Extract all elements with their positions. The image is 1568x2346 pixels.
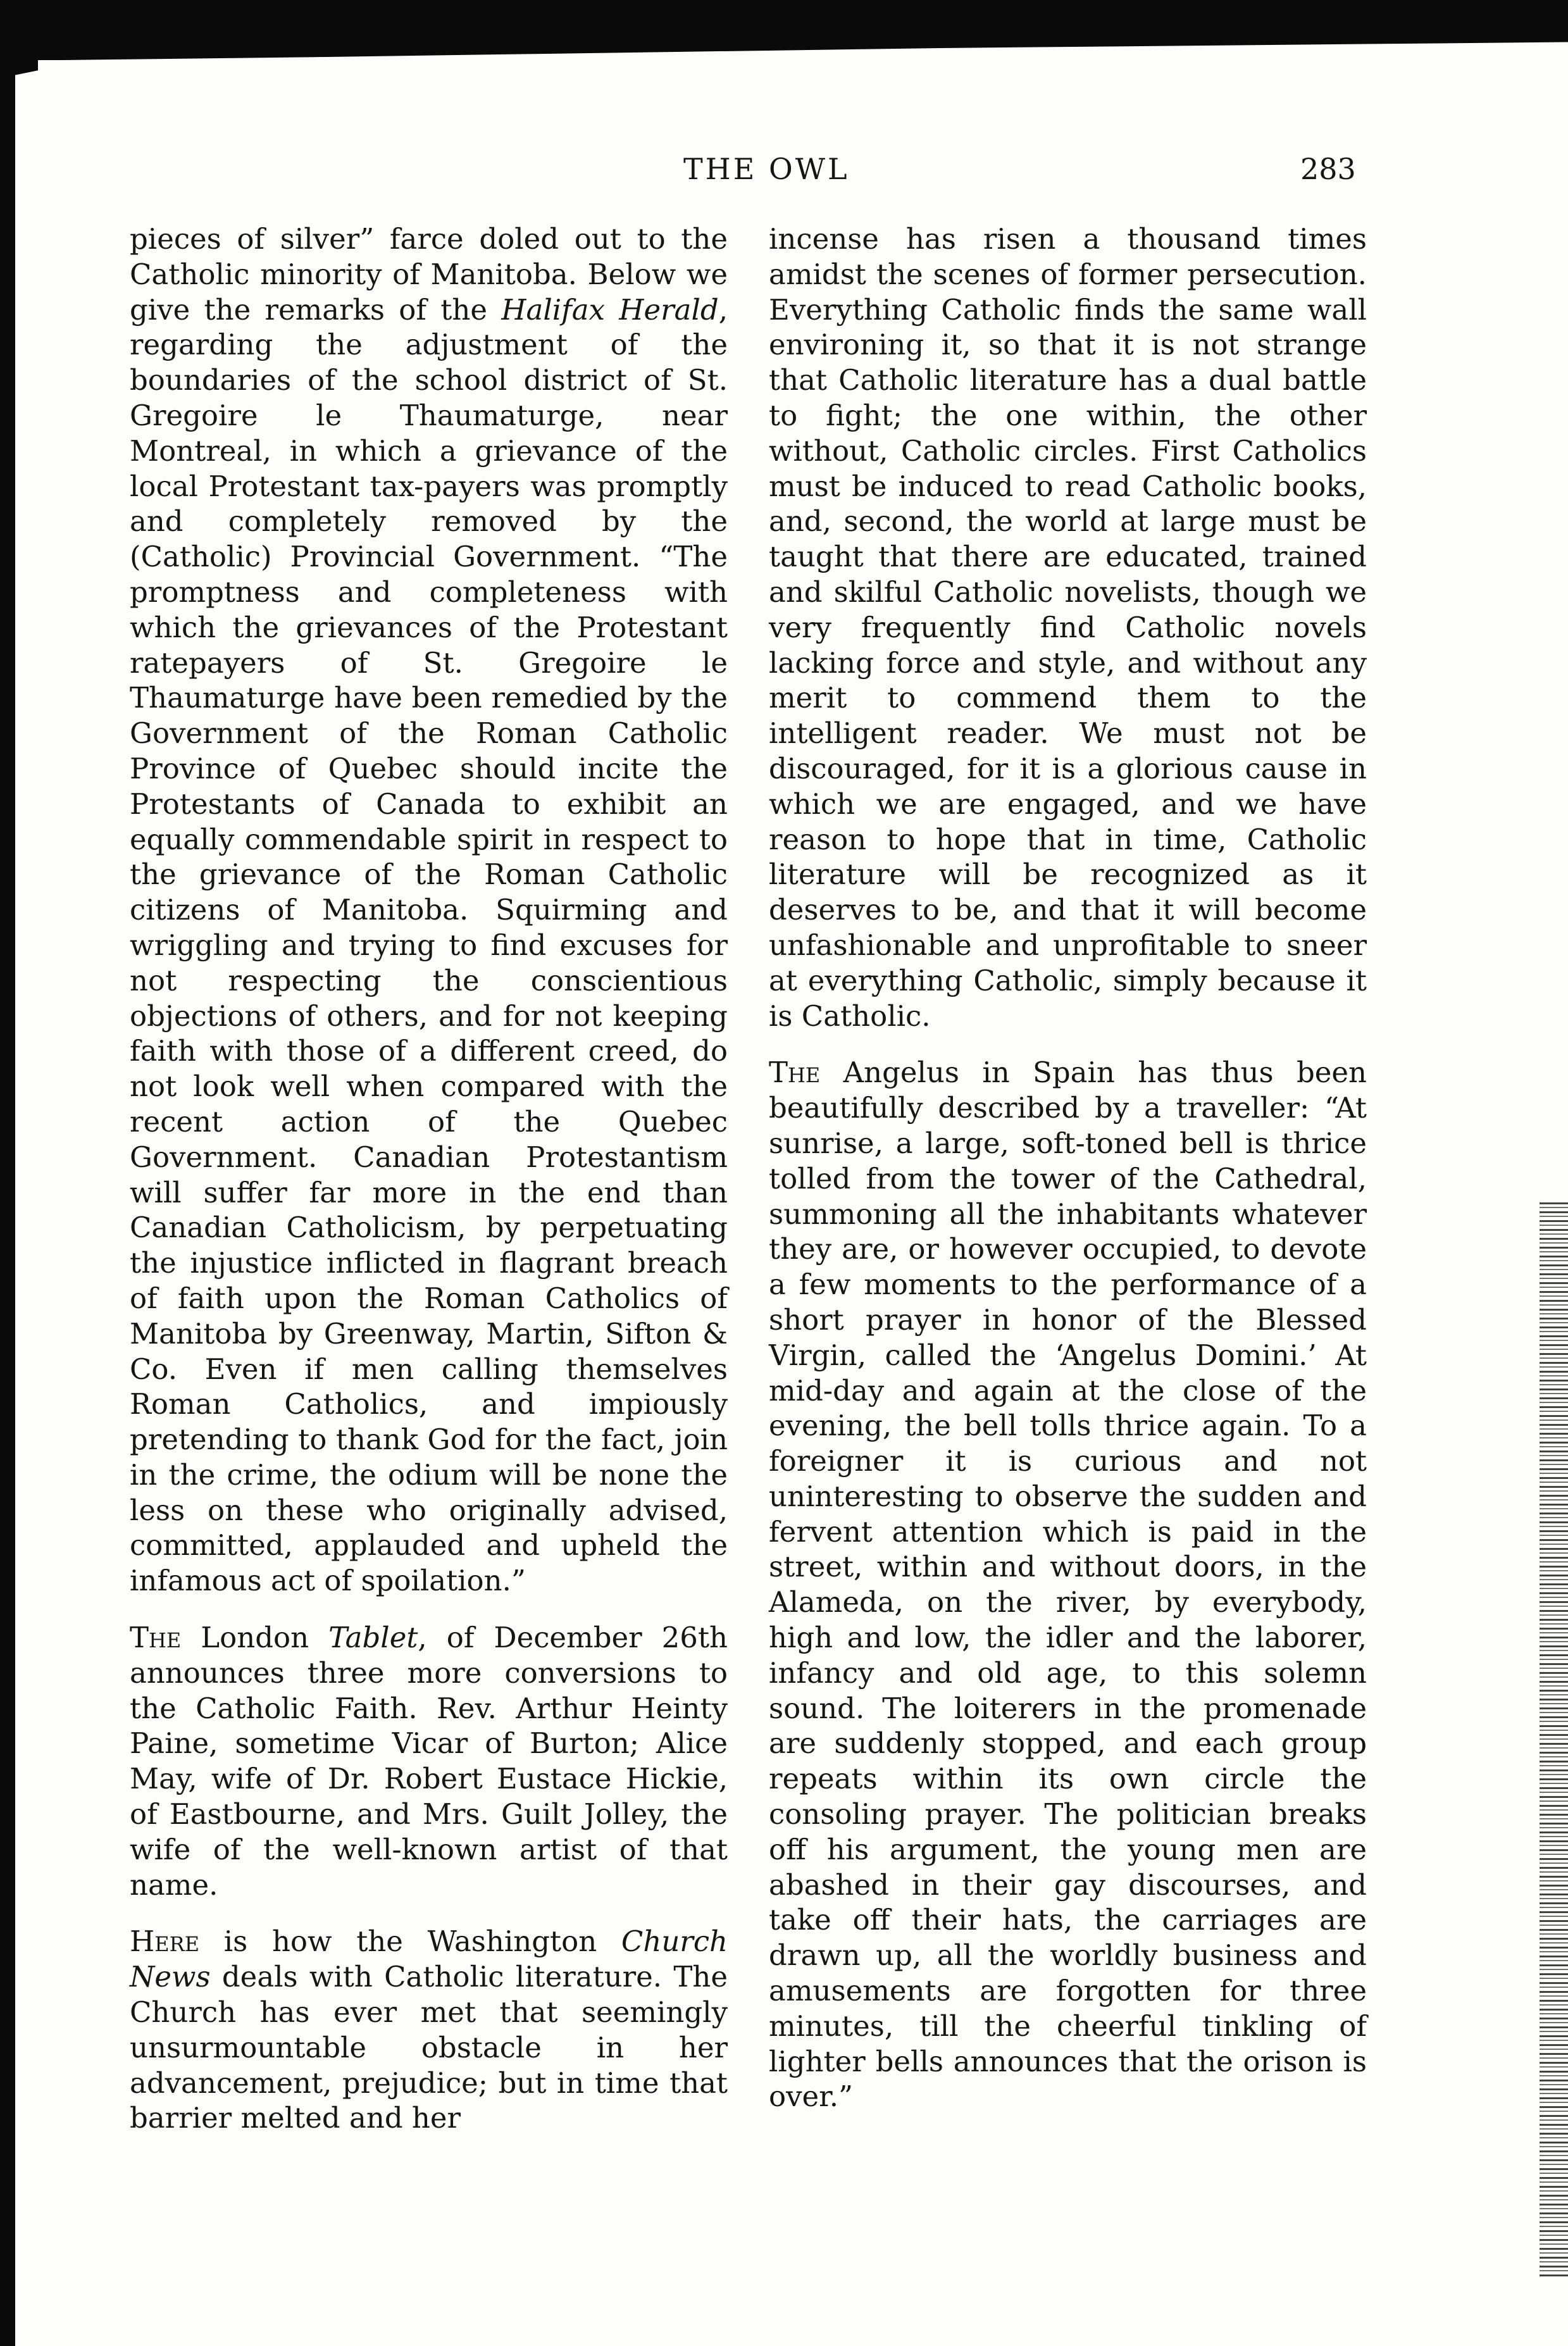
scan-edge-top bbox=[0, 0, 1568, 60]
scan-edge-left bbox=[0, 0, 38, 2346]
newspaper-title-tablet: Tablet bbox=[328, 1621, 418, 1655]
page-number: 283 bbox=[1300, 152, 1356, 186]
left-column bbox=[130, 221, 728, 2136]
paragraph-tablet-conversions: The London Tablet, of December 26th announces three more conversions to the Catholic Faith. Rev. Arthur Heinty Paine, sometime Vicar of Burton; Alice May, wife of Dr. Robert Eustace Hickie, of Eastbourne, and Mrs. Guilt Jolley, the wife of the well-known artist of that name. bbox=[130, 1621, 728, 1902]
scan-edge-right bbox=[1540, 1202, 1568, 2278]
paragraph-lead: The bbox=[769, 1056, 821, 1090]
paragraph-catholic-literature: incense has risen a thousand times amidst the scenes of former persecution. Everything Catholic finds the same wall environing it, so that it is not strange that Catholic literature has a dual battle to fight; the one within, the other without, Catholic circles. First Catholics must be induced to read Catholic books, and, second, the world at large must be taught that there are educated, trained and skilful Catholic novelists, though we very frequently find Catholic novels lacking force and style, and without any merit to commend them to the intelligent reader. We must not be discouraged, for it is a glorious cause in which we are engaged, and we have reason to hope that in time, Catholic literature will be recognized as it deserves to be, and that it will become unfashionable and unprofitable to sneer at everything Catholic, simply because it is Catholic. bbox=[769, 222, 1367, 1033]
paragraph-lead: The bbox=[130, 1621, 182, 1655]
running-head: THE OWL bbox=[683, 152, 850, 186]
newspaper-title-halifax-herald: Halifax Herald bbox=[501, 292, 719, 327]
paragraph-manitoba: pieces of silver” farce doled out to the Catholic minority of Manitoba. Below we give the remarks of the Halifax Herald, regarding the adjustment of the boundaries of the school district of St. Gregoire le Thaumaturge, near Montreal, in which a grievance of the local Protestant tax-payers was promptly and completely removed by the (Catholic) Provincial Government. “The promptness and completeness with which the grievances of the Protestant ratepayers of St. Gregoire le Thaumaturge have been remedied by the Government of the Roman Catholic Province of Quebec should incite the Protestants of Canada to exhibit an equally commendable spirit in respect to the grievance of the Roman Catholic citizens of Manitoba. Squirming and wriggling and trying to find excuses for not respecting the conscientious objections of others, and for not keeping faith with those of a different creed, do not look well when compared with the recent action of the Quebec Government. Canadian Protestantism will suffer far more in the end than Canadian Catholicism, by perpetuating the injustice inflicted in flagrant breach of faith upon the Roman Catholics of Manitoba by Greenway, Martin, Sifton & Co. Even if men calling themselves Roman Catholics, and impiously pretending to thank God for the fact, join in the crime, the odium will be none the less on these who originally advised, committed, applauded and upheld the infamous act of spoilation.” bbox=[130, 222, 728, 1598]
newspaper-title-church-news: Church News bbox=[130, 1925, 728, 1994]
paragraph-lead: Here bbox=[130, 1925, 200, 1959]
paragraph-church-news: Here is how the Washington Church News deals with Catholic literature. The Church has ever met that seemingly unsurmountable obstacle in her advancement, prejudice; but in time that barrier melted and her bbox=[130, 1925, 728, 2135]
paragraph-angelus-spain: The Angelus in Spain has thus been beautifully described by a traveller: “At sunrise, a large, soft-toned bell is thrice tolled from the tower of the Cathedral, summoning all the inhabitants whatever they are, or however occupied, to devote a few moments to the performance of a short prayer in honor of the Blessed Virgin, called the ‘Angelus Domini.’ At mid-day and again at the close of the evening, the bell tolls thrice again. To a foreigner it is curious and not uninteresting to observe the sudden and fervent attention which is paid in the street, within and without doors, in the Alameda, on the river, by everybody, high and low, the idler and the laborer, infancy and old age, to this solemn sound. The loiterers in the promenade are suddenly stopped, and each group repeats within its own circle the consoling prayer. The politician breaks off his argument, the young men are abashed in their gay discourses, and take off their hats, the carriages are drawn up, all the worldly business and amusements are forgotten for three minutes, till the cheerful tinkling of lighter bells announces that the orison is over.” bbox=[769, 1056, 1367, 2114]
right-column bbox=[769, 221, 1367, 2114]
